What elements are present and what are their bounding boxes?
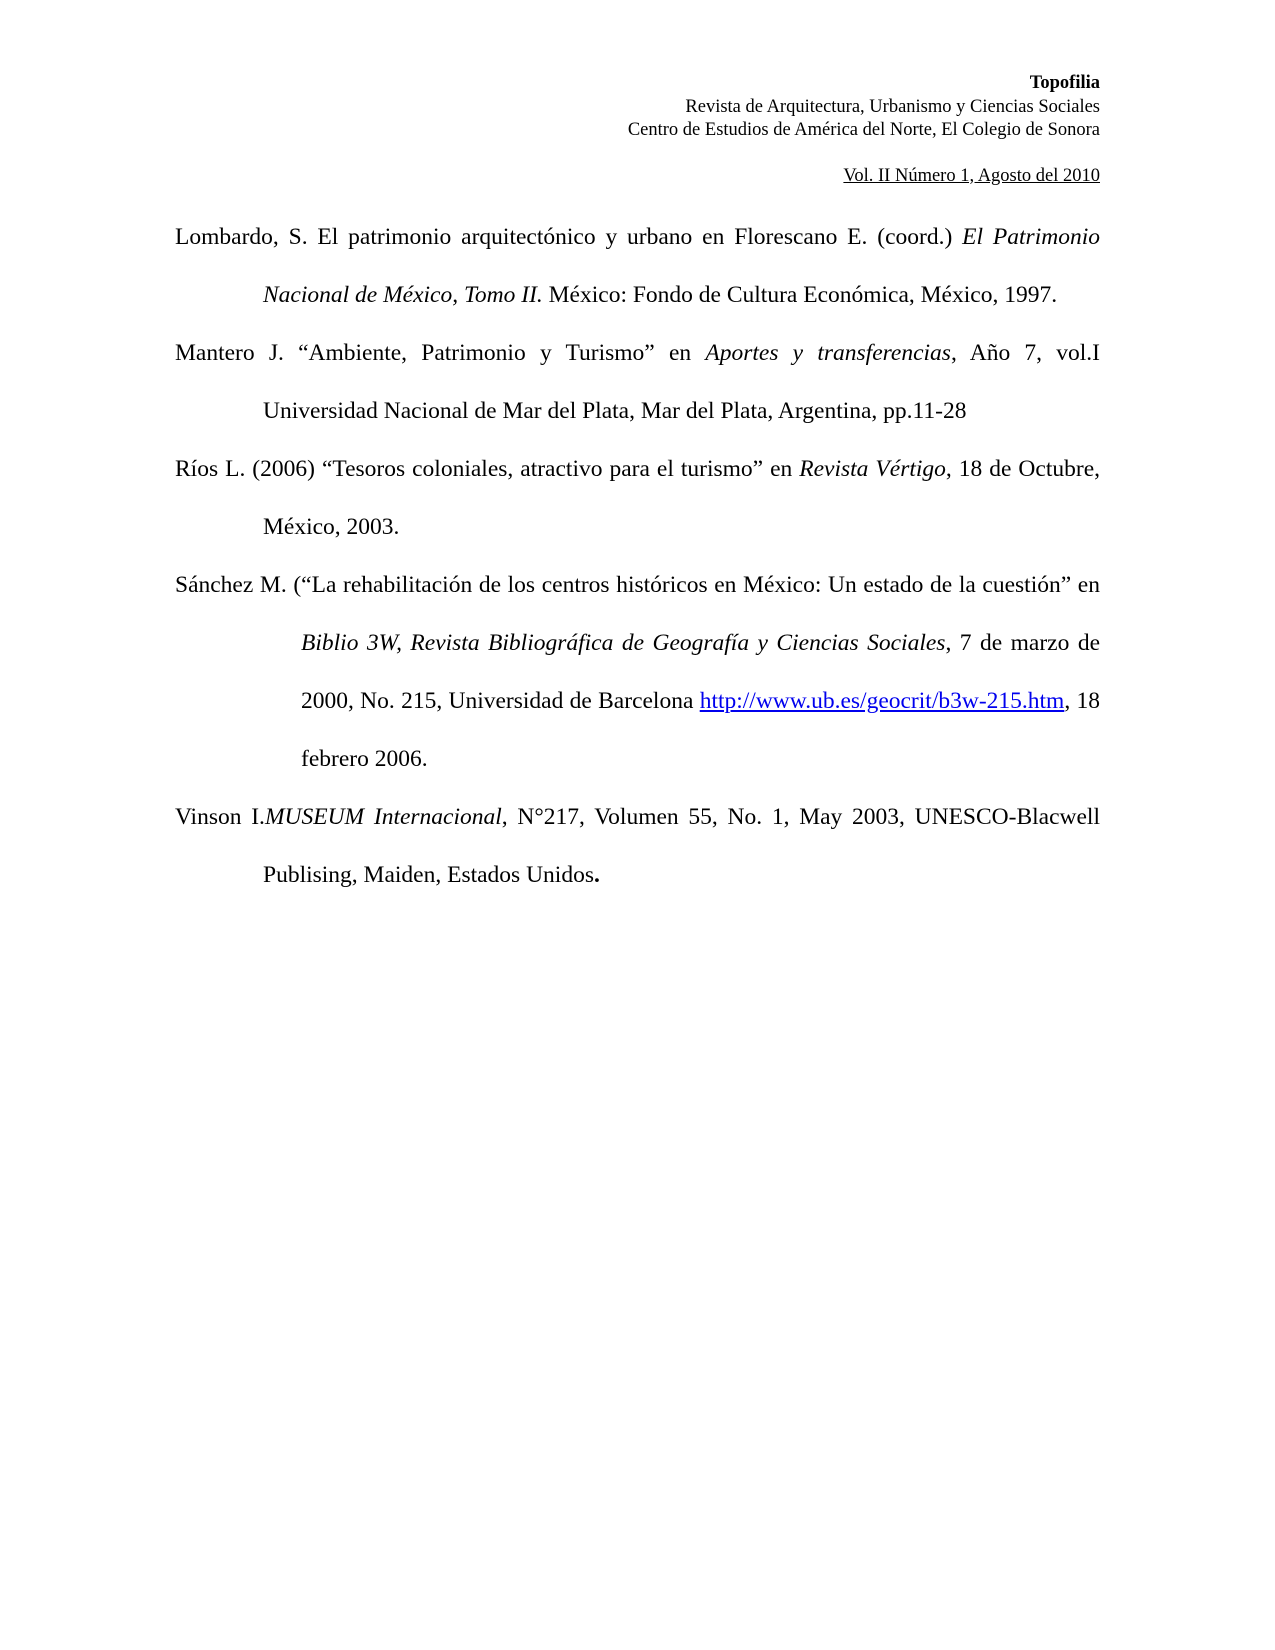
reference-text: México: Fondo de Cultura Económica, México, 1997. (542, 282, 1058, 308)
journal-subtitle: Revista de Arquitectura, Urbanismo y Ciencias Sociales (685, 96, 1100, 117)
reference-text: Ríos L. (2006) “Tesoros coloniales, atractivo para el turismo” en (175, 456, 800, 482)
reference-title: El Patrimonio Nacional de México, Tomo II. (263, 224, 1100, 308)
reference-item-rios (175, 440, 1100, 556)
reference-list (175, 208, 1100, 904)
reference-text: Vinson I. (175, 804, 265, 830)
journal-title: Topofilia (1029, 73, 1100, 93)
running-header (628, 72, 1100, 188)
reference-title: Biblio 3W, Revista Bibliográfica de Geografía y Ciencias Sociales (301, 630, 946, 656)
reference-title: Revista Vértigo (799, 456, 946, 482)
reference-item-sanchez (175, 556, 1100, 788)
reference-item-vinson (175, 788, 1100, 904)
reference-text: , 18 de Octubre, México, 2003. (263, 456, 1100, 540)
reference-text: , N°217, Volumen 55, No. 1, May 2003, UNESCO-Blacwell Publising, Maiden, Estados Unidos (263, 804, 1100, 888)
issue-line: Vol. II Número 1, Agosto del 2010 (843, 165, 1100, 186)
reference-link[interactable]: http://www.ub.es/geocrit/b3w-215.htm (699, 688, 1065, 714)
reference-final-period: . (593, 862, 600, 888)
reference-text: Lombardo, S. El patrimonio arquitectónico y urbano en Florescano E. (coord.) (175, 224, 963, 250)
journal-institution: Centro de Estudios de América del Norte, El Colegio de Sonora (627, 120, 1100, 140)
reference-title: Aportes y transferencias (705, 340, 951, 366)
reference-title: MUSEUM Internacional (264, 804, 502, 830)
reference-text: , Año 7, vol.I Universidad Nacional de Mar del Plata, Mar del Plata, Argentina, pp.11-28 (263, 340, 1101, 424)
reference-item-lombardo (175, 208, 1100, 324)
reference-text: , 18 febrero 2006. (301, 688, 1101, 772)
reference-text: Sánchez M. (“La rehabilitación de los centros históricos en México: Un estado de la cuestión” en (175, 572, 1100, 598)
reference-item-mantero (175, 324, 1100, 440)
reference-text: , 7 de marzo de 2000, No. 215, Universidad de Barcelona (301, 630, 1101, 714)
reference-text: Mantero J. “Ambiente, Patrimonio y Turismo” en (175, 340, 706, 366)
